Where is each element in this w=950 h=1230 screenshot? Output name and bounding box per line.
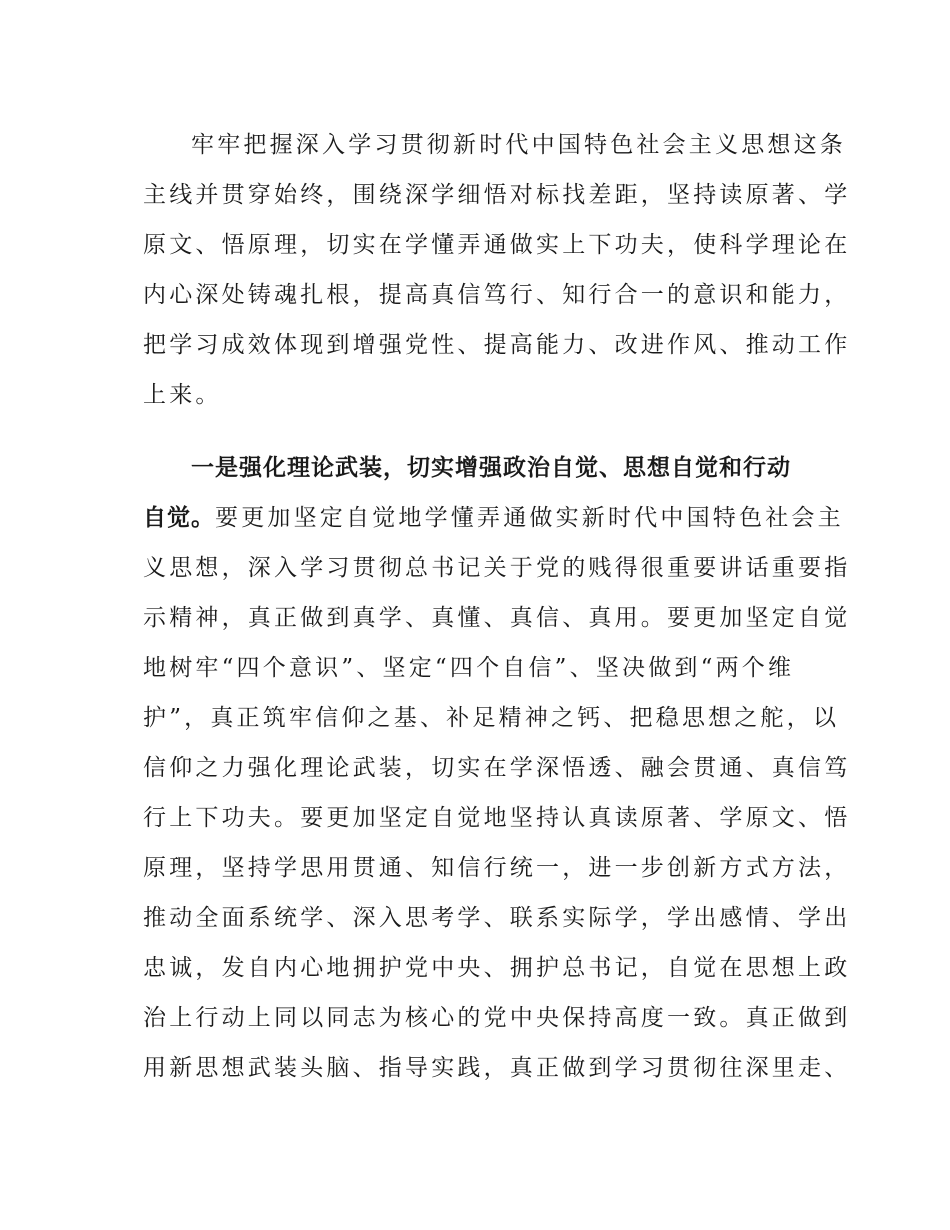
- paragraph-line: 推动全面系统学、深入思考学、联系实际学，学出感情、学出: [143, 905, 851, 931]
- paragraph-line: 护”，真正筑牢信仰之基、补足精神之钙、把稳思想之舵，以: [143, 705, 840, 731]
- paragraph-1: [143, 120, 851, 420]
- paragraph-line: 把学习成效体现到增强党性、提高能力、改进作风、推动工作: [143, 332, 851, 358]
- paragraph-line: 行上下功夫。要更加坚定自觉地坚持认真读原著、学原文、悟: [143, 805, 851, 831]
- paragraph-line: 主线并贯穿始终，围绕深学细悟对标找差距，坚持读原著、学: [143, 182, 851, 208]
- section-heading-end: 自觉。: [143, 505, 215, 531]
- paragraph-line: 义思想，深入学习贯彻总书记关于党的贱得很重要讲话重要指: [143, 555, 851, 581]
- paragraph-line: [143, 493, 844, 543]
- paragraph-line: 忠诚，发自内心地拥护党中央、拥护总书记，自觉在思想上政: [143, 955, 851, 981]
- paragraph-line: 原文、悟原理，切实在学懂弄通做实上下功夫，使科学理论在: [143, 232, 851, 258]
- paragraph-line: 治上行动上同以同志为核心的党中央保持高度一致。真正做到: [143, 1005, 851, 1031]
- section-heading: 一是强化理论武装，切实增强政治自觉、思想自觉和行动: [191, 455, 791, 481]
- paragraph-spacer: [143, 420, 815, 443]
- paragraph-line: 用新思想武装头脑、指导实践，真正做到学习贯彻往深里走、: [143, 1055, 851, 1081]
- paragraph-line: 内心深处铸魂扎根，提高真信笃行、知行合一的意识和能力，: [143, 282, 851, 308]
- paragraph-line: 原理，坚持学思用贯通、知信行统一，进一步创新方式方法，: [143, 855, 851, 881]
- paragraph-2: [143, 443, 851, 1093]
- paragraph-line: 信仰之力强化理论武装，切实在学深悟透、融会贯通、真信笃: [143, 755, 851, 781]
- paragraph-line: 地树牢“四个意识”、坚定“四个自信”、坚决做到“两个维: [143, 655, 795, 681]
- document-body: [143, 120, 851, 1093]
- paragraph-text: 要更加坚定自觉地学懂弄通做实新时代中国特色社会主: [215, 505, 844, 531]
- paragraph-line: 牢牢把握深入学习贯彻新时代中国特色社会主义思想这条: [191, 132, 846, 158]
- paragraph-line: 示精神，真正做到真学、真懂、真信、真用。要更加坚定自觉: [143, 605, 851, 631]
- paragraph-line: 上来。: [143, 382, 222, 408]
